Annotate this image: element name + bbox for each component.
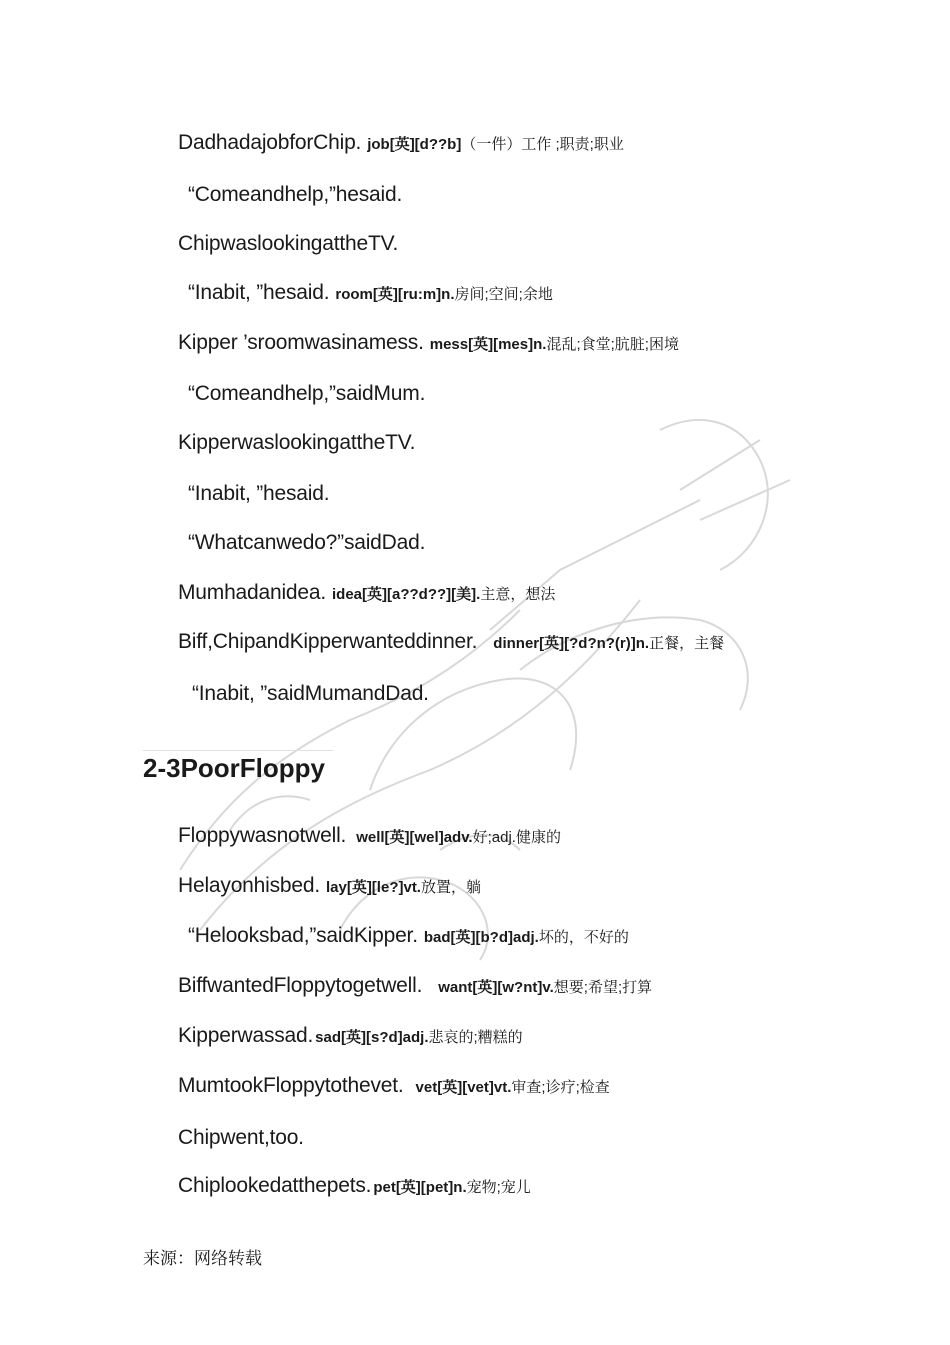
sentence-line: “Comeandhelp,”hesaid.	[188, 183, 403, 206]
sentence-line: BiffwantedFloppytogetwell. want[英][w?nt]v.想要;希望;打算	[178, 974, 653, 997]
sentence-line: Helayonhisbed. lay[英][le?]vt.放置，躺	[178, 874, 481, 897]
sentence-line: “Helooksbad,”saidKipper. bad[英][b?d]adj.坏的，不好的	[188, 924, 629, 947]
sentence-line: Biff,ChipandKipperwanteddinner. dinner[英][?d?n?(r)]n.正餐，主餐	[178, 630, 725, 653]
sentence-line: “Comeandhelp,”saidMum.	[188, 382, 426, 405]
sentence-line: Chiplookedatthepets. pet[英][pet]n.宠物;宠儿	[178, 1174, 531, 1197]
sentence-line: “Inabit, ”hesaid. room[英][ru:m]n.房间;空间;余地	[188, 281, 553, 304]
sentence-line: Kipperwassad. sad[英][s?d]adj.悲哀的;糟糕的	[178, 1024, 523, 1047]
sentence-line: MumtookFloppytothevet. vet[英][vet]vt.审查;诊疗;检查	[178, 1074, 610, 1097]
sentence-line: Kipper ’sroomwasinamess. mess[英][mes]n.混乱;食堂;肮脏;困境	[178, 331, 679, 354]
sentence-line: “Inabit, ”saidMumandDad.	[192, 682, 429, 705]
sentence-line: DadhadajobforChip. job[英][d??b]（一件）工作 ;职责;职业	[178, 131, 624, 154]
sentence-line: ChipwaslookingattheTV.	[178, 232, 399, 255]
sentence-line: KipperwaslookingattheTV.	[178, 431, 416, 454]
sentence-line: “Whatcanwedo?”saidDad.	[188, 531, 426, 554]
source-note: 来源：网络转载	[143, 1249, 262, 1269]
sentence-line: Floppywasnotwell. well[英][wel]adv.好;adj.健康的	[178, 824, 561, 847]
sentence-line: “Inabit, ”hesaid.	[188, 482, 330, 505]
sentence-line: Mumhadanidea. idea[英][a??d??][美].主意，想法	[178, 581, 556, 604]
section-heading: 2-3PoorFloppy	[143, 750, 333, 785]
sentence-line: Chipwent,too.	[178, 1126, 304, 1149]
